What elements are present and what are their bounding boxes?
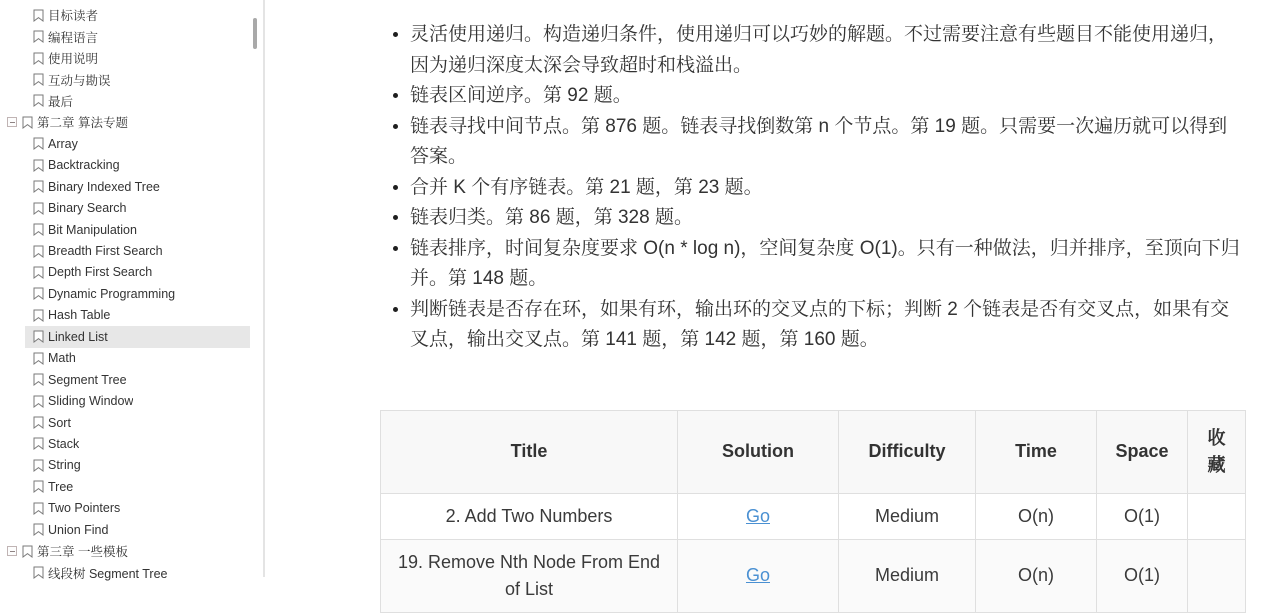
bookmark-icon bbox=[33, 566, 44, 579]
sidebar-item-label: Stack bbox=[48, 436, 80, 451]
sidebar-item-label: Sliding Window bbox=[48, 394, 134, 409]
note-bullet: • 判断链表是否存在环，如果有环，输出环的交叉点的下标；判断 2 个链表是否有交叉点，如果有交叉点，输出交叉点。第 141 题，第 142 题，第 160 题。 bbox=[410, 295, 1245, 356]
sidebar-item-label: Two Pointers bbox=[48, 501, 121, 516]
bookmark-icon bbox=[33, 502, 44, 515]
sidebar-item-label: Backtracking bbox=[48, 158, 120, 173]
note-bullet: • 链表归类。第 86 题，第 328 题。 bbox=[410, 203, 1245, 234]
col-header-space: Space bbox=[1097, 410, 1188, 493]
sidebar-item-union-find[interactable] bbox=[25, 519, 250, 540]
bookmark-icon bbox=[33, 9, 44, 22]
sidebar-nav bbox=[0, 0, 263, 583]
sidebar-item-string[interactable] bbox=[25, 455, 250, 476]
sidebar-item-sort[interactable] bbox=[25, 412, 250, 433]
note-bullet: • 链表区间逆序。第 92 题。 bbox=[410, 81, 1245, 112]
col-header-difficulty: Difficulty bbox=[839, 410, 976, 493]
note-bullet: • 链表排序，时间复杂度要求 O(n * log n)，空间复杂度 O(1)。只有一种做法，归并排序，至顶向下归并。第 148 题。 bbox=[410, 234, 1245, 295]
table-row bbox=[381, 493, 1246, 539]
sidebar-item-feedback-errata[interactable] bbox=[25, 69, 250, 90]
bookmark-icon bbox=[33, 309, 44, 322]
space-complexity-cell: O(1) bbox=[1097, 493, 1188, 539]
time-complexity-cell: O(n) bbox=[976, 493, 1097, 539]
problem-title: 2. Add Two Numbers bbox=[381, 493, 678, 539]
bookmark-icon bbox=[33, 245, 44, 258]
col-header-solution: Solution bbox=[678, 410, 839, 493]
sidebar-item-programming-language[interactable] bbox=[25, 26, 250, 47]
bookmark-icon bbox=[33, 459, 44, 472]
sidebar-item-depth-first-search[interactable] bbox=[25, 262, 250, 283]
bookmark-icon bbox=[33, 266, 44, 279]
bookmark-icon bbox=[33, 330, 44, 343]
bookmark-icon bbox=[33, 373, 44, 386]
problem-title: 19. Remove Nth Node From End of List bbox=[381, 539, 678, 612]
table-row bbox=[381, 539, 1246, 612]
bookmark-icon bbox=[33, 480, 44, 493]
sidebar-item-two-pointers[interactable] bbox=[25, 498, 250, 519]
sidebar-item-chapter3-templates[interactable] bbox=[0, 540, 250, 561]
col-header-favorite: 收藏 bbox=[1188, 410, 1246, 493]
sidebar-item-label: Sort bbox=[48, 415, 71, 430]
sidebar-item-bit-manipulation[interactable] bbox=[25, 219, 250, 240]
sidebar-item-dynamic-programming[interactable] bbox=[25, 283, 250, 304]
sidebar-item-label: Segment Tree bbox=[48, 372, 127, 387]
sidebar-item-segment-tree[interactable] bbox=[25, 369, 250, 390]
space-complexity-cell: O(1) bbox=[1097, 539, 1188, 612]
sidebar-item-stack[interactable] bbox=[25, 433, 250, 454]
article-body bbox=[380, 20, 1245, 613]
sidebar-item-label: Breadth First Search bbox=[48, 244, 163, 259]
problems-table bbox=[380, 410, 1246, 613]
sidebar-item-array[interactable] bbox=[25, 133, 250, 154]
sidebar-item-label: Dynamic Programming bbox=[48, 286, 176, 301]
sidebar-item-label: 第三章 一些模板 bbox=[37, 545, 128, 560]
sidebar-item-breadth-first-search[interactable] bbox=[25, 240, 250, 261]
difficulty-cell: Medium bbox=[839, 493, 976, 539]
bookmark-icon bbox=[33, 352, 44, 365]
sidebar-item-sliding-window[interactable] bbox=[25, 390, 250, 411]
sidebar-item-binary-search[interactable] bbox=[25, 197, 250, 218]
sidebar-item-label: 编程语言 bbox=[48, 30, 99, 45]
solution-go-link[interactable]: Go bbox=[745, 505, 770, 526]
sidebar-item-label: 互动与勘误 bbox=[48, 73, 111, 88]
main-content bbox=[267, 0, 1280, 599]
sidebar-item-math[interactable] bbox=[25, 348, 250, 369]
collapse-toggle-icon[interactable] bbox=[7, 546, 17, 556]
favorite-cell bbox=[1188, 493, 1246, 539]
sidebar-item-label: Math bbox=[48, 351, 76, 366]
notes-list bbox=[380, 20, 1245, 356]
difficulty-cell: Medium bbox=[839, 539, 976, 612]
sidebar-item-label: Depth First Search bbox=[48, 265, 153, 280]
col-header-time: Time bbox=[976, 410, 1097, 493]
favorite-cell bbox=[1188, 539, 1246, 612]
note-bullet: • 链表寻找中间节点。第 876 题。链表寻找倒数第 n 个节点。第 19 题。只需要一次遍历就可以得到答案。 bbox=[410, 112, 1245, 173]
bookmark-icon bbox=[33, 137, 44, 150]
sidebar-item-label: Linked List bbox=[48, 329, 108, 344]
sidebar-item-label: String bbox=[48, 458, 81, 473]
sidebar-item-label: Binary Indexed Tree bbox=[48, 179, 160, 194]
solution-go-link[interactable]: Go bbox=[745, 565, 770, 585]
sidebar-item-tree[interactable] bbox=[25, 476, 250, 497]
sidebar-item-label: 第二章 算法专题 bbox=[37, 116, 128, 131]
sidebar-item-label: Hash Table bbox=[48, 308, 111, 323]
bookmark-icon bbox=[33, 94, 44, 107]
sidebar-item-label: Tree bbox=[48, 479, 74, 494]
note-bullet: • 合并 K 个有序链表。第 21 题，第 23 题。 bbox=[410, 173, 1245, 204]
bookmark-icon bbox=[33, 395, 44, 408]
sidebar-item-hash-table[interactable] bbox=[25, 305, 250, 326]
sidebar-item-usage-instructions[interactable] bbox=[25, 47, 250, 68]
sidebar-item-linked-list[interactable] bbox=[25, 326, 250, 347]
bookmark-icon bbox=[33, 159, 44, 172]
sidebar-item-label: 目标读者 bbox=[48, 9, 99, 24]
collapse-toggle-icon[interactable] bbox=[7, 117, 17, 127]
sidebar-scrollbar-thumb[interactable] bbox=[253, 18, 257, 49]
col-header-title: Title bbox=[381, 410, 678, 493]
sidebar-item-label: Array bbox=[48, 136, 78, 151]
bookmark-icon bbox=[33, 73, 44, 86]
sidebar-item-label: 线段树 Segment Tree bbox=[48, 566, 168, 581]
sidebar-item-label: 最后 bbox=[48, 94, 74, 109]
sidebar-item-final-words[interactable] bbox=[25, 90, 250, 111]
table-header-row bbox=[381, 410, 1246, 493]
sidebar-item-label: Bit Manipulation bbox=[48, 222, 137, 237]
bookmark-icon bbox=[22, 545, 33, 558]
note-bullet: • 灵活使用递归。构造递归条件，使用递归可以巧妙的解题。不过需要注意有些题目不能使用递归，因为递归深度太深会导致超时和栈溢出。 bbox=[410, 20, 1245, 81]
sidebar-item-label: Binary Search bbox=[48, 201, 127, 216]
bookmark-icon bbox=[33, 52, 44, 65]
sidebar-item-backtracking[interactable] bbox=[25, 155, 250, 176]
bookmark-icon bbox=[33, 180, 44, 193]
bookmark-icon bbox=[33, 223, 44, 236]
sidebar-item-target-readers[interactable] bbox=[25, 5, 250, 26]
sidebar-item-chapter2-algorithms[interactable] bbox=[0, 112, 250, 133]
sidebar-item-binary-indexed-tree[interactable] bbox=[25, 176, 250, 197]
bookmark-icon bbox=[33, 437, 44, 450]
sidebar bbox=[0, 0, 265, 581]
bookmark-icon bbox=[33, 287, 44, 300]
bookmark-icon bbox=[33, 30, 44, 43]
bookmark-icon bbox=[33, 202, 44, 215]
bookmark-icon bbox=[22, 116, 33, 129]
sidebar-item-segment-tree-template[interactable] bbox=[25, 562, 250, 583]
bookmark-icon bbox=[33, 523, 44, 536]
time-complexity-cell: O(n) bbox=[976, 539, 1097, 612]
bookmark-icon bbox=[33, 416, 44, 429]
sidebar-item-label: Union Find bbox=[48, 522, 109, 537]
sidebar-item-label: 使用说明 bbox=[48, 52, 99, 67]
